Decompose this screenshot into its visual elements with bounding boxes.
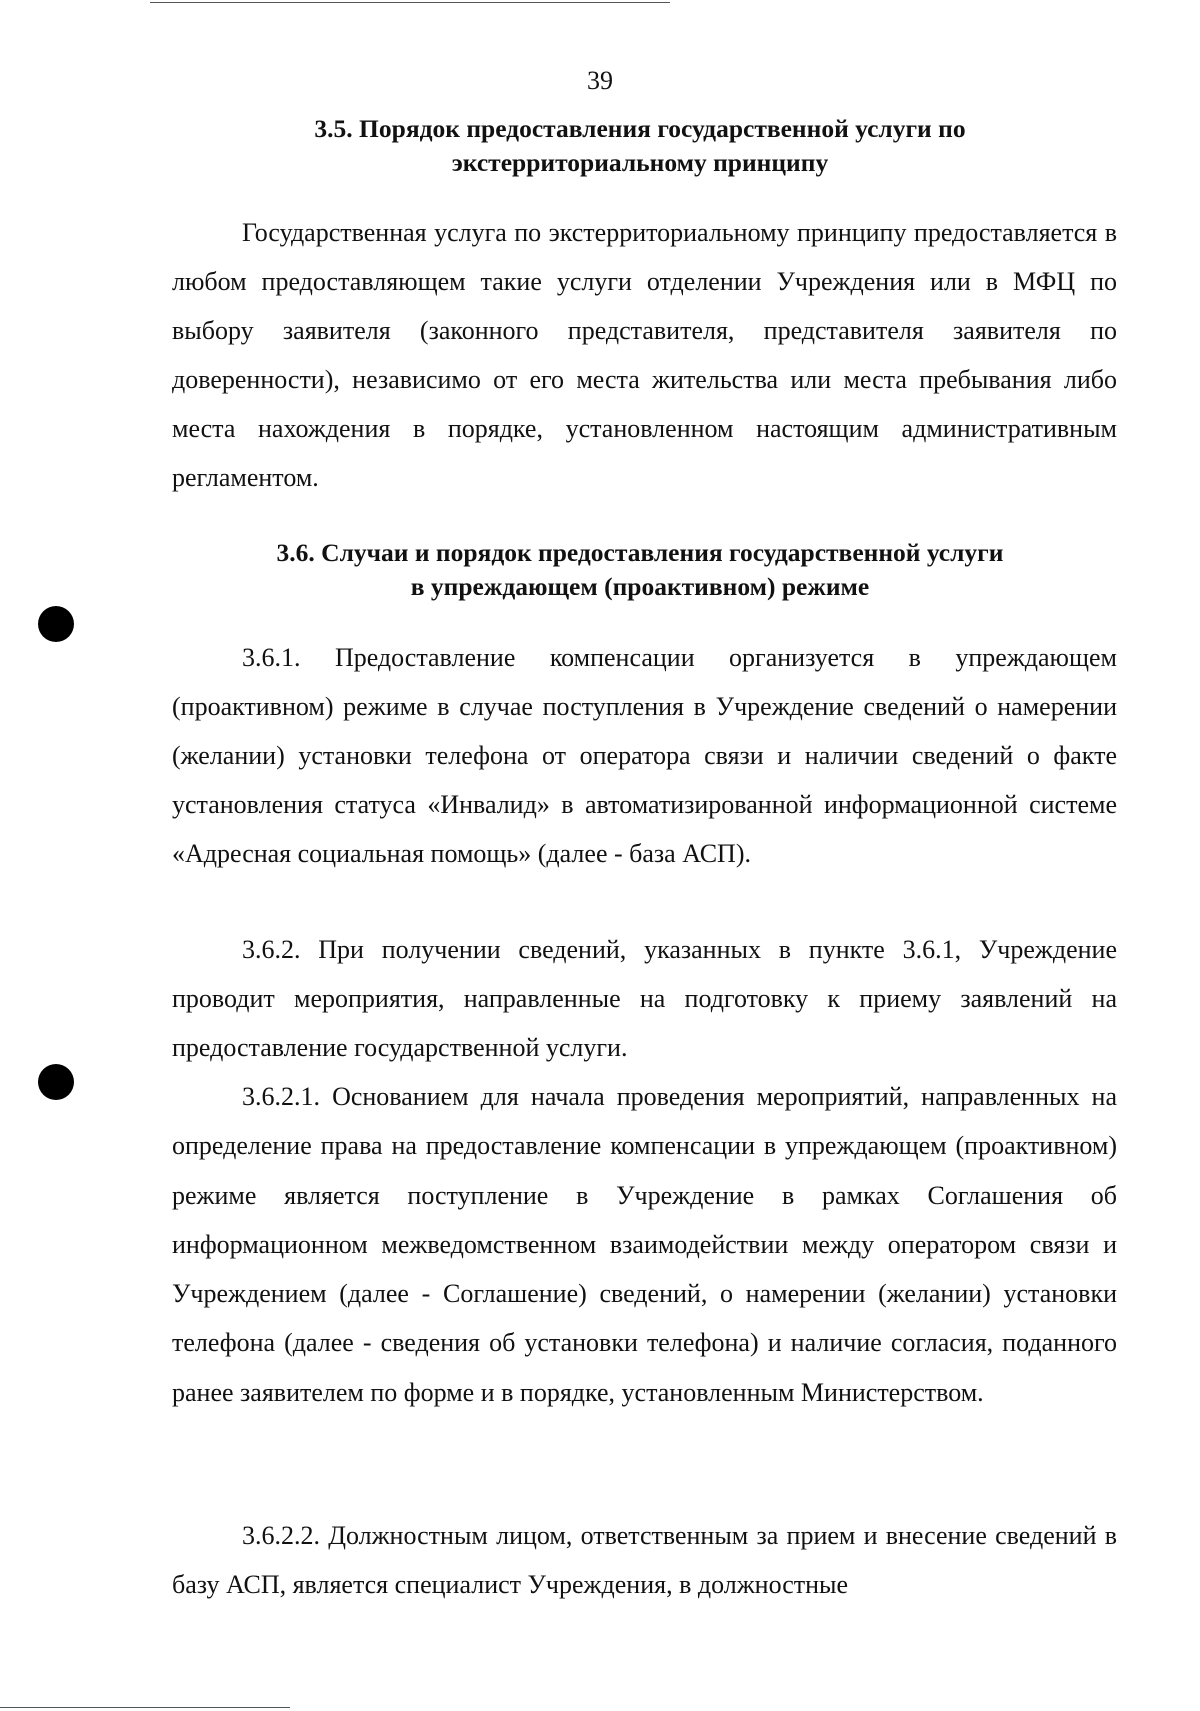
- section-3-5-heading: [180, 112, 1100, 180]
- page-number: 39: [587, 66, 613, 95]
- section-3-6-heading-line2: в упреждающем (проактивном) режиме: [410, 572, 870, 601]
- clause-3-6-1: [172, 633, 1117, 878]
- section-3-5-paragraph: Государственная услуга по экстерриториальному принципу предоставляется в любом предоставляющем такие услуги отделении Учреждения или в МФЦ по выбору заявителя (законного представителя, представителя заявителя по доверенности), независимо от его места жительства или места пребывания либо места нахождения в порядке, установленном настоящим административным регламентом.: [172, 218, 1117, 492]
- clause-3-6-2-text: 3.6.2. При получении сведений, указанных в пункте 3.6.1, Учреждение проводит мероприятия, направленные на подготовку к приему заявлений на предоставление государственной услуги.: [172, 935, 1117, 1062]
- clause-3-6-1-text: 3.6.1. Предоставление компенсации организуется в упреждающем (проактивном) режиме в случае поступления в Учреждение сведений о намерении (желании) установки телефона от оператора связи и наличии сведений о факте установления статуса «Инвалид» в автоматизированной информационной системе «Адресная социальная помощь» (далее - база АСП).: [172, 643, 1117, 868]
- punch-hole-mark: [38, 606, 74, 642]
- punch-hole-mark: [38, 1064, 74, 1100]
- clause-3-6-2-1-text: 3.6.2.1. Основанием для начала проведения мероприятий, направленных на определение права на предоставление компенсации в упреждающем (проактивном) режиме является поступление в Учреждение в рамках Соглашения об информационном межведомственном взаимодействии между оператором связи и Учреждением (далее - Соглашение) сведений, о намерении (желании) установки телефона (далее - сведения об установки телефона) и наличие согласия, поданного ранее заявителем по форме и в порядке, установленным Министерством.: [172, 1082, 1117, 1407]
- clause-3-6-2-2: [172, 1511, 1117, 1609]
- section-3-6-heading: [180, 536, 1100, 604]
- scan-artifact-bottom: [0, 1707, 290, 1708]
- section-3-5-body: [172, 208, 1117, 502]
- clause-3-6-2-1: [172, 1072, 1117, 1417]
- clause-3-6-2-2-text: 3.6.2.2. Должностным лицом, ответственным за прием и внесение сведений в базу АСП, является специалист Учреждения, в должностные: [172, 1521, 1117, 1599]
- section-3-5-heading-line1: 3.5. Порядок предоставления государственной услуги по: [314, 114, 966, 143]
- section-3-6-heading-line1: 3.6. Случаи и порядок предоставления государственной услуги: [276, 538, 1004, 567]
- section-3-5-heading-line2: экстерриториальному принципу: [451, 148, 829, 177]
- scan-artifact-top: [150, 2, 670, 3]
- clause-3-6-2: [172, 925, 1117, 1072]
